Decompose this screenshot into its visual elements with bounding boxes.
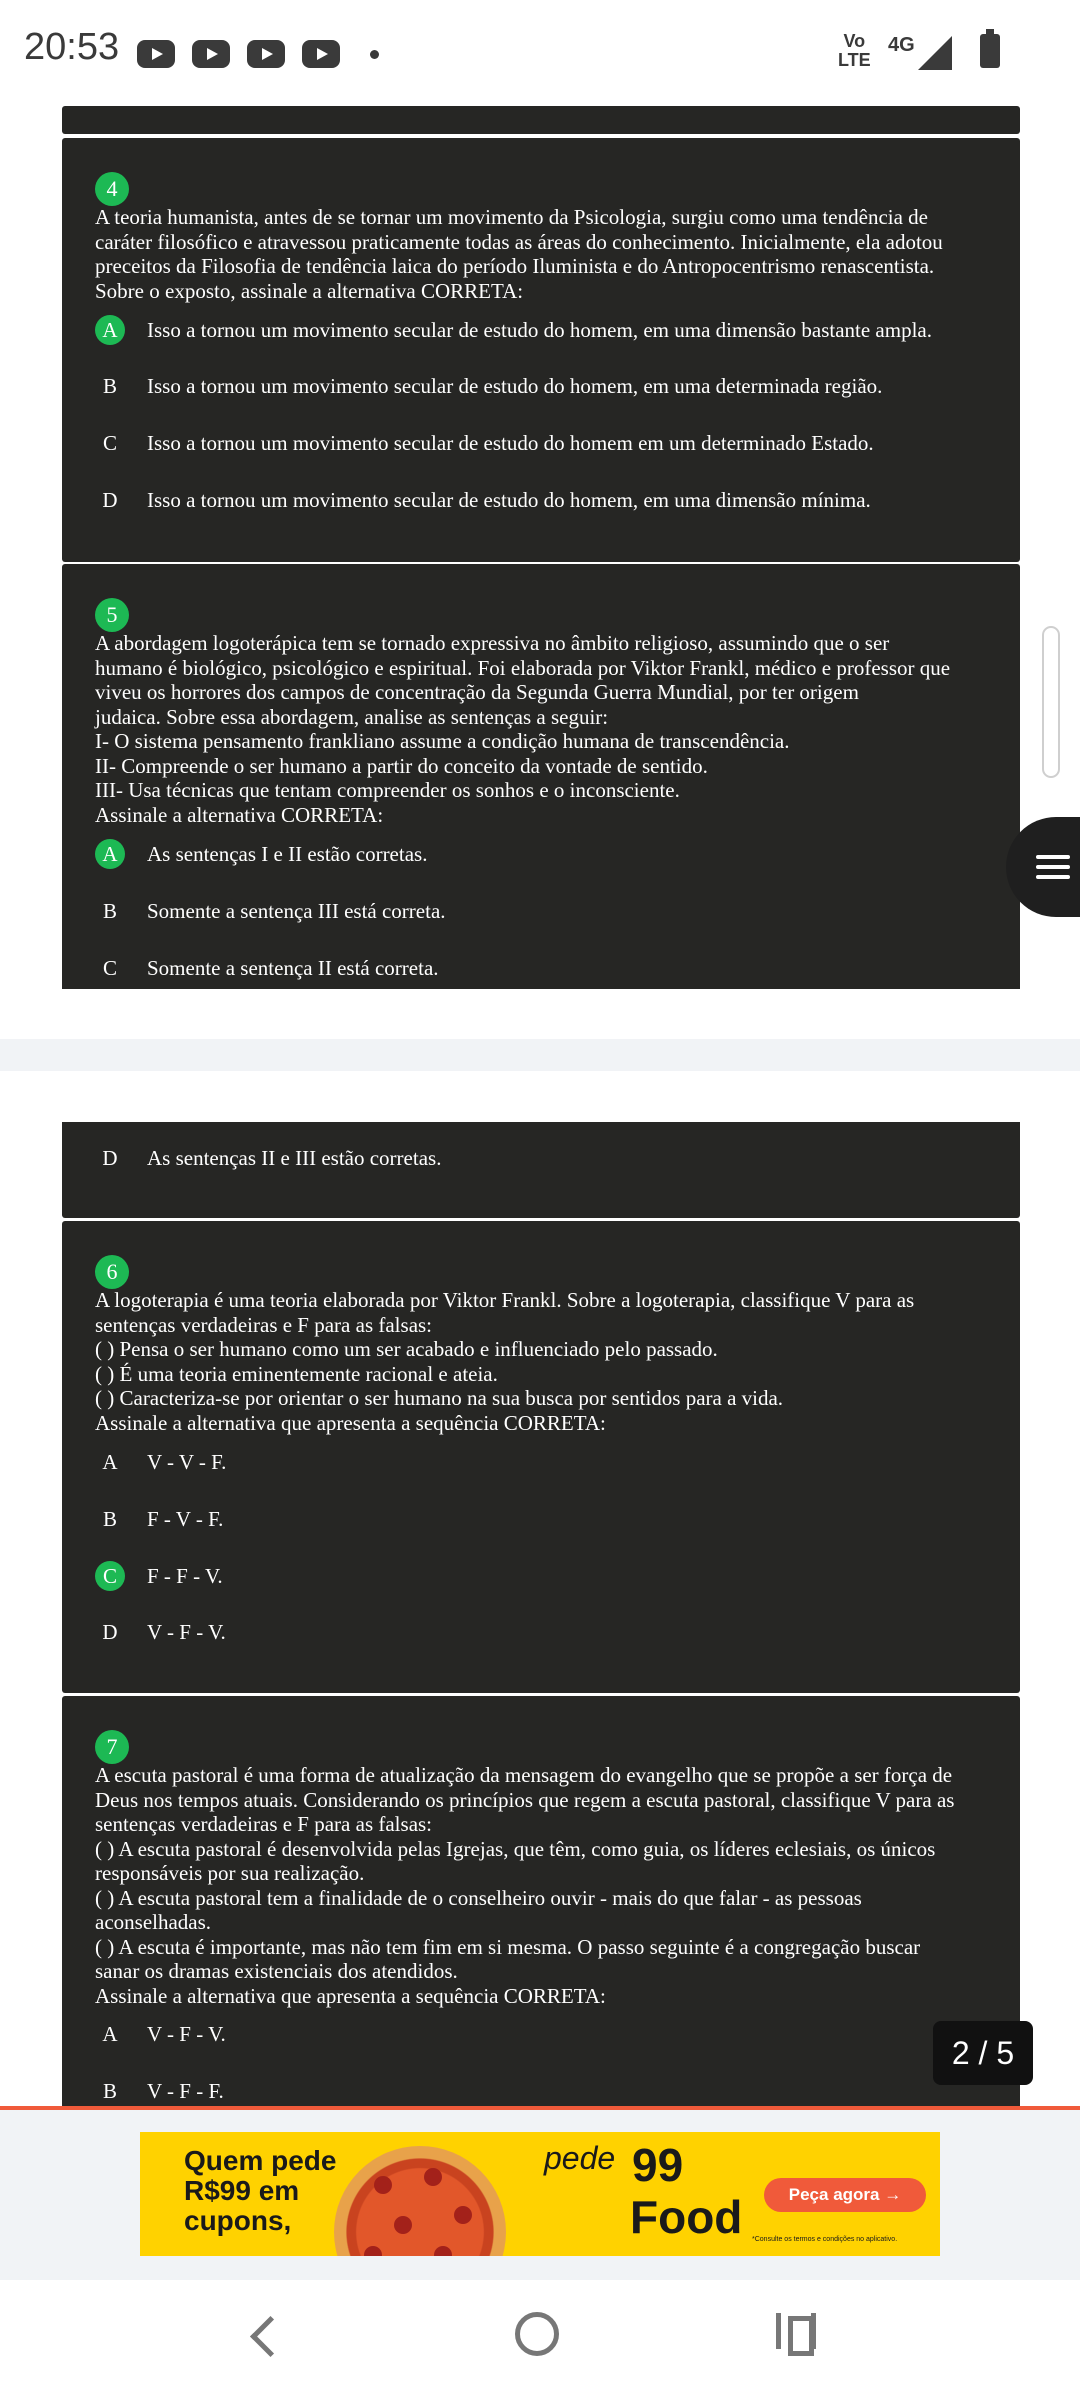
battery-icon — [980, 34, 1000, 68]
option-letter: D — [102, 488, 118, 512]
option-text: As sentenças II e III estão corretas. — [147, 1146, 442, 1170]
option-letter: D — [102, 1620, 118, 1644]
home-icon[interactable] — [515, 2312, 559, 2356]
question-text: A escuta pastoral é uma forma de atualização da mensagem do evangelho que se propõe a ser força de Deus nos tempos atuais. Considerando os princípios que regem a escuta pastoral, classifique V para as sentenças verdadeiras e F para as falsas: ( ) A escuta pastoral é desenvolvida pelas Igrejas, que têm, como guia, os líderes eclesiais, os únicos responsáveis por sua realização. ( ) A escuta pastoral tem a finalidade de o conselheiro ouvir - mais do que falar - as pessoas aconselhadas. ( ) A escuta é importante, mas não tem fim em si mesma. O passo seguinte é a congregação buscar sanar os dramas existenciais dos atendidos. Assinale a alternativa que apresenta a sequência CORRETA: — [95, 1763, 955, 2008]
signal-icon — [918, 36, 952, 70]
selected-answer-badge: C — [95, 1561, 125, 1591]
question-card-6 — [62, 1221, 1020, 1693]
option-c[interactable] — [95, 428, 1015, 462]
pizza-image — [334, 2146, 506, 2256]
option-text: Isso a tornou um movimento secular de estudo do homem, em uma dimensão mínima. — [147, 488, 871, 512]
back-icon[interactable] — [250, 2316, 291, 2357]
option-a[interactable] — [95, 839, 1015, 873]
option-c[interactable] — [95, 1561, 1015, 1595]
status-bar — [0, 0, 1080, 106]
option-a[interactable] — [95, 2019, 1015, 2053]
youtube-notification-icon — [192, 40, 230, 68]
option-text: V - F - F. — [147, 2079, 224, 2103]
ad-brand-word: Food — [630, 2191, 743, 2243]
question-card-3-end — [62, 106, 1020, 134]
question-number: 4 — [95, 172, 129, 206]
system-nav-bar — [0, 2280, 1080, 2400]
option-text: Somente a sentença III está correta. — [147, 899, 446, 923]
option-a[interactable] — [95, 315, 1015, 349]
option-b[interactable] — [95, 2076, 1015, 2110]
hamburger-icon-line — [1036, 865, 1070, 869]
question-card-7 — [62, 1696, 1020, 2106]
option-text: F - F - V. — [147, 1564, 223, 1588]
selected-answer-badge: A — [95, 839, 125, 869]
option-d[interactable] — [95, 485, 1015, 519]
page-indicator: 2 / 5 — [933, 2021, 1033, 2085]
option-text: V - F - V. — [147, 1620, 226, 1644]
option-text: Somente a sentença II está correta. — [147, 956, 439, 980]
option-letter: D — [102, 1146, 118, 1170]
question-text: A abordagem logoterápica tem se tornado expressiva no âmbito religioso, assumindo que o ser humano é biológico, psicológico e espiritual. Foi elaborada por Viktor Frankl, médico e professor que viveu os horrores dos campos de concentração da Segunda Guerra Mundial, por ter origem judaica. Sobre essa abordagem, analise as sentenças a seguir: I- O sistema pensamento frankliano assume a condição humana de transcendência. II- Compreende o ser humano a partir do conceito da vontade de sentido. III- Usa técnicas que tentam compreender os sonhos e o inconsciente. Assinale a alternativa CORRETA: — [95, 631, 951, 827]
youtube-notification-icon — [302, 40, 340, 68]
selected-answer-badge: A — [95, 315, 125, 345]
ad-cta-button[interactable]: Peça agora → — [764, 2178, 926, 2212]
network-type: 4G — [888, 34, 915, 56]
ad-banner[interactable] — [140, 2132, 940, 2256]
option-text: Isso a tornou um movimento secular de estudo do homem em um determinado Estado. — [147, 431, 874, 455]
option-letter: B — [102, 2079, 117, 2103]
option-letter: B — [102, 374, 117, 398]
page-separator — [0, 1039, 1080, 1071]
option-d[interactable] — [95, 1617, 1015, 1651]
scrollbar-thumb[interactable] — [1042, 626, 1060, 778]
question-number: 6 — [95, 1255, 129, 1289]
option-b[interactable] — [95, 1504, 1015, 1538]
volte-icon: Vo LTE — [838, 31, 871, 70]
option-letter: B — [102, 1507, 117, 1531]
option-a[interactable] — [95, 1447, 1015, 1481]
option-letter: C — [102, 956, 117, 980]
question-card-4 — [62, 138, 1020, 562]
ad-brand-number: 99 — [632, 2139, 684, 2191]
option-d[interactable] — [95, 1143, 1015, 1177]
ad-fine-print: *Consulte os termos e condições no aplicativo. — [752, 2236, 898, 2243]
option-text: V - F - V. — [147, 2022, 226, 2046]
option-letter: A — [102, 2022, 118, 2046]
option-letter: B — [102, 899, 117, 923]
question-number: 7 — [95, 1730, 129, 1764]
question-card-5-continued — [62, 1122, 1020, 1218]
option-text: Isso a tornou um movimento secular de estudo do homem, em uma determinada região. — [147, 374, 883, 398]
hamburger-icon — [1036, 855, 1070, 859]
option-letter: C — [102, 431, 117, 455]
ad-pede: pede — [544, 2140, 616, 2176]
status-time: 20:53 — [24, 26, 120, 68]
question-text: A teoria humanista, antes de se tornar um movimento da Psicologia, surgiu como uma tendência de caráter filosófico e atravessou praticamente todas as áreas do conhecimento. Inicialmente, ela adotou preceitos da Filosofia de tendência laica do período Iluminista e do Antropocentrismo renascentista. Sobre o exposto, assinale a alternativa CORRETA: — [95, 205, 943, 303]
option-text: F - V - F. — [147, 1507, 224, 1531]
ad-headline: Quem pede R$99 em cupons, — [184, 2145, 337, 2236]
more-notifications-icon — [370, 50, 379, 59]
question-number: 5 — [95, 598, 129, 632]
youtube-notification-icon — [137, 40, 175, 68]
option-b[interactable] — [95, 371, 1015, 405]
option-text: V - V - F. — [147, 1450, 227, 1474]
option-c[interactable] — [95, 953, 1015, 987]
option-letter: A — [102, 1450, 118, 1474]
question-text: A logoterapia é uma teoria elaborada por Viktor Frankl. Sobre a logoterapia, classifique V para as sentenças verdadeiras e F para as falsas: ( ) Pensa o ser humano como um ser acabado e influenciado pelo passado. ( ) É uma teoria eminentemente racional e ateia. ( ) Caracteriza-se por orientar o ser humano na sua busca por sentidos para a vida. Assinale a alternativa que apresenta a sequência CORRETA: — [95, 1288, 915, 1435]
option-text: As sentenças I e II estão corretas. — [147, 842, 428, 866]
hamburger-icon-line — [1036, 875, 1070, 879]
question-card-5 — [62, 564, 1020, 989]
youtube-notification-icon — [247, 40, 285, 68]
recents-icon[interactable] — [776, 2313, 816, 2353]
option-b[interactable] — [95, 896, 1015, 930]
option-text: Isso a tornou um movimento secular de estudo do homem, em uma dimensão bastante ampla. — [147, 318, 932, 342]
